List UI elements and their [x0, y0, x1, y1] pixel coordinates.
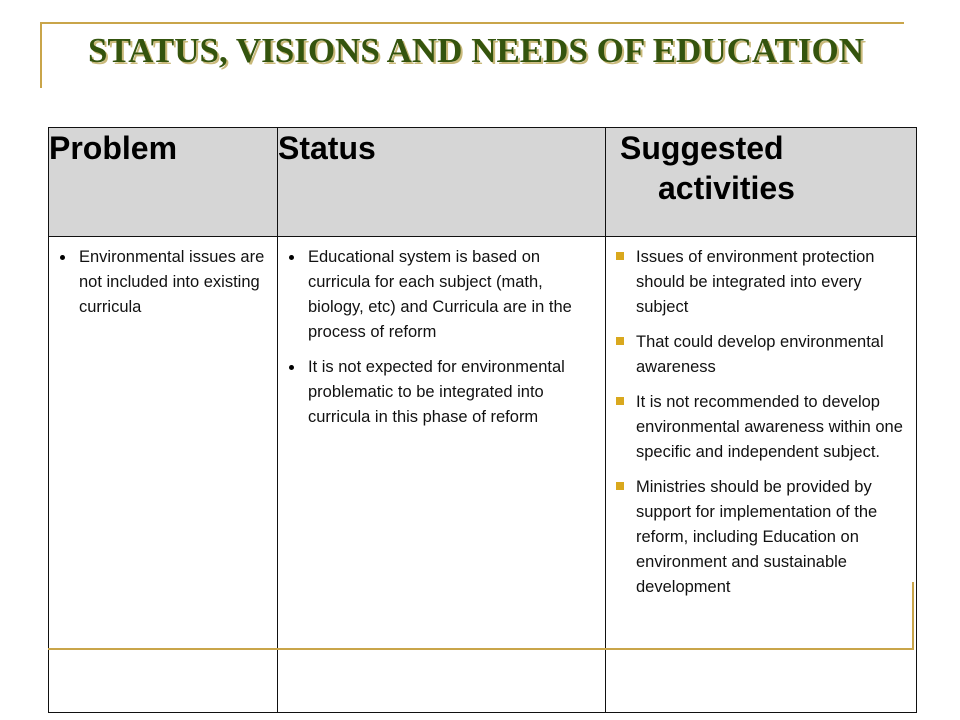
suggested-text: Ministries should be provided by support for implementation of the reform, including Education on environment and sustainable development	[636, 478, 878, 596]
education-table	[48, 127, 917, 713]
list-item	[308, 245, 595, 345]
problem-list	[49, 237, 277, 320]
header-suggested-line1: Suggested	[620, 130, 784, 166]
decorative-left-rule	[40, 22, 42, 88]
bullet-square-icon	[616, 252, 624, 260]
suggested-text: Issues of environment protection should be integrated into every subject	[636, 248, 875, 316]
list-item	[636, 390, 910, 465]
header-suggested-line2: activities	[658, 170, 795, 206]
list-item	[636, 475, 910, 600]
header-status: Status	[278, 128, 606, 237]
suggested-list	[606, 237, 916, 600]
header-problem: Problem	[49, 128, 278, 237]
slide-title: STATUS, VISIONS AND NEEDS OF EDUCATION	[88, 31, 865, 70]
bullet-square-icon	[616, 337, 624, 345]
problem-cell	[49, 237, 278, 713]
bullet-square-icon	[616, 482, 624, 490]
decorative-right-rule	[912, 582, 914, 650]
decorative-top-rule	[40, 22, 904, 24]
header-row	[49, 128, 917, 237]
bullet-square-icon	[616, 397, 624, 405]
problem-text: Environmental issues are not included into existing curricula	[79, 248, 265, 316]
status-text: It is not expected for environmental problematic to be integrated into curricula in this phase of reform	[308, 358, 565, 426]
suggested-cell	[606, 237, 917, 713]
list-item	[79, 245, 271, 320]
list-item	[636, 330, 910, 380]
content-row	[49, 237, 917, 713]
list-item	[636, 245, 910, 320]
list-item	[308, 355, 595, 430]
bullet-dot-icon	[289, 255, 294, 260]
bullet-dot-icon	[289, 365, 294, 370]
header-suggested-activities	[606, 128, 917, 237]
decorative-bottom-rule	[48, 648, 912, 650]
status-cell	[278, 237, 606, 713]
status-text: Educational system is based on curricula for each subject (math, biology, etc) and Curricula are in the process of reform	[308, 248, 572, 341]
status-list	[278, 237, 605, 430]
suggested-text: That could develop environmental awareness	[636, 333, 884, 376]
suggested-text: It is not recommended to develop environmental awareness within one specific and independent subject.	[636, 393, 903, 461]
bullet-dot-icon	[60, 255, 65, 260]
